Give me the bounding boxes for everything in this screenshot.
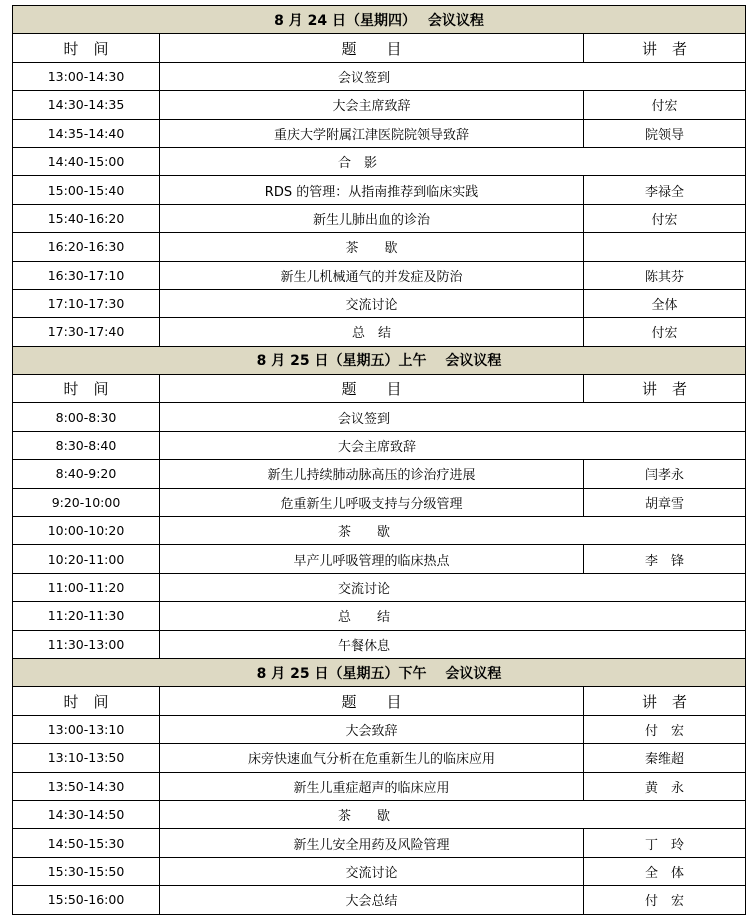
speaker-cell: 院领导: [584, 119, 746, 147]
time-cell: 13:50-14:30: [13, 772, 160, 800]
agenda-row: [13, 488, 746, 516]
agenda-row: [13, 573, 746, 601]
topic-cell: 新生儿机械通气的并发症及防治: [160, 261, 584, 289]
topic-cell: 午餐休息: [160, 630, 746, 658]
agenda-row: [13, 630, 746, 658]
speaker-cell: 付宏: [584, 204, 746, 232]
topic-cell: 新生儿肺出血的诊治: [160, 204, 584, 232]
topic-cell: 新生儿持续肺动脉高压的诊治疗进展: [160, 460, 584, 488]
speaker-cell: 付宏: [584, 91, 746, 119]
agenda-row: [13, 886, 746, 914]
speaker-cell: 黄 永: [584, 772, 746, 800]
speaker-cell: 胡章雪: [584, 488, 746, 516]
time-cell: 13:00-13:10: [13, 715, 160, 743]
column-header-row: [13, 687, 746, 715]
agenda-row: [13, 176, 746, 204]
session-title-row: [13, 6, 746, 34]
topic-cell: 大会致辞: [160, 715, 584, 743]
header-speaker: 讲 者: [584, 375, 746, 403]
topic-cell: 新生儿重症超声的临床应用: [160, 772, 584, 800]
agenda-body: [13, 6, 746, 915]
time-cell: 11:30-13:00: [13, 630, 160, 658]
agenda-row: [13, 545, 746, 573]
speaker-cell: 全体: [584, 289, 746, 317]
header-time: 时 间: [13, 687, 160, 715]
time-cell: 8:40-9:20: [13, 460, 160, 488]
speaker-cell: 李 锋: [584, 545, 746, 573]
agenda-row: [13, 602, 746, 630]
agenda-row: [13, 261, 746, 289]
agenda-row: [13, 800, 746, 828]
time-cell: 16:20-16:30: [13, 233, 160, 261]
time-cell: 13:00-14:30: [13, 62, 160, 90]
time-cell: 17:30-17:40: [13, 318, 160, 346]
speaker-cell: 付 宏: [584, 886, 746, 914]
agenda-row: [13, 403, 746, 431]
column-header-row: [13, 34, 746, 62]
time-cell: 11:00-11:20: [13, 573, 160, 601]
time-cell: 14:50-15:30: [13, 829, 160, 857]
speaker-cell: 秦维超: [584, 744, 746, 772]
agenda-row: [13, 772, 746, 800]
agenda-row: [13, 715, 746, 743]
agenda-row: [13, 517, 746, 545]
agenda-row: [13, 147, 746, 175]
header-topic: 题 目: [160, 34, 584, 62]
topic-cell: RDS 的管理：从指南推荐到临床实践: [160, 176, 584, 204]
speaker-cell: 陈其芬: [584, 261, 746, 289]
time-cell: 8:00-8:30: [13, 403, 160, 431]
time-cell: 11:20-11:30: [13, 602, 160, 630]
speaker-cell: 丁 玲: [584, 829, 746, 857]
column-header-row: [13, 375, 746, 403]
topic-cell: 会议签到: [160, 403, 746, 431]
agenda-row: [13, 744, 746, 772]
time-cell: 15:50-16:00: [13, 886, 160, 914]
header-time: 时 间: [13, 375, 160, 403]
agenda-row: [13, 431, 746, 459]
topic-cell: 茶 歇: [160, 800, 746, 828]
speaker-cell: 李禄全: [584, 176, 746, 204]
time-cell: 14:40-15:00: [13, 147, 160, 175]
session-title: 8 月 25 日（星期五）上午 会议议程: [13, 346, 746, 374]
speaker-cell: 付宏: [584, 318, 746, 346]
header-topic: 题 目: [160, 375, 584, 403]
topic-cell: 重庆大学附属江津医院院领导致辞: [160, 119, 584, 147]
session-title: 8 月 25 日（星期五）下午 会议议程: [13, 658, 746, 686]
topic-cell: 大会主席致辞: [160, 431, 746, 459]
session-title-row: [13, 346, 746, 374]
topic-cell: 茶 歇: [160, 233, 584, 261]
header-topic: 题 目: [160, 687, 584, 715]
agenda-row: [13, 62, 746, 90]
topic-cell: 会议签到: [160, 62, 746, 90]
time-cell: 16:30-17:10: [13, 261, 160, 289]
agenda-document: [12, 5, 745, 915]
time-cell: 15:00-15:40: [13, 176, 160, 204]
time-cell: 14:30-14:35: [13, 91, 160, 119]
topic-cell: 总 结: [160, 602, 746, 630]
session-title-row: [13, 658, 746, 686]
topic-cell: 大会总结: [160, 886, 584, 914]
time-cell: 8:30-8:40: [13, 431, 160, 459]
agenda-table: [12, 5, 746, 915]
agenda-row: [13, 204, 746, 232]
agenda-row: [13, 460, 746, 488]
topic-cell: 早产儿呼吸管理的临床热点: [160, 545, 584, 573]
topic-cell: 床旁快速血气分析在危重新生儿的临床应用: [160, 744, 584, 772]
topic-cell: 总 结: [160, 318, 584, 346]
speaker-cell: [584, 233, 746, 261]
time-cell: 9:20-10:00: [13, 488, 160, 516]
time-cell: 10:20-11:00: [13, 545, 160, 573]
session-title: 8 月 24 日（星期四） 会议议程: [13, 6, 746, 34]
time-cell: 10:00-10:20: [13, 517, 160, 545]
speaker-cell: 全 体: [584, 857, 746, 885]
topic-cell: 茶 歇: [160, 517, 746, 545]
time-cell: 17:10-17:30: [13, 289, 160, 317]
topic-cell: 新生儿安全用药及风险管理: [160, 829, 584, 857]
time-cell: 14:30-14:50: [13, 800, 160, 828]
agenda-row: [13, 289, 746, 317]
agenda-row: [13, 318, 746, 346]
agenda-row: [13, 119, 746, 147]
agenda-row: [13, 857, 746, 885]
time-cell: 14:35-14:40: [13, 119, 160, 147]
topic-cell: 交流讨论: [160, 289, 584, 317]
time-cell: 13:10-13:50: [13, 744, 160, 772]
header-time: 时 间: [13, 34, 160, 62]
topic-cell: 合 影: [160, 147, 746, 175]
topic-cell: 交流讨论: [160, 857, 584, 885]
agenda-row: [13, 91, 746, 119]
speaker-cell: 付 宏: [584, 715, 746, 743]
topic-cell: 危重新生儿呼吸支持与分级管理: [160, 488, 584, 516]
speaker-cell: 闫孝永: [584, 460, 746, 488]
time-cell: 15:40-16:20: [13, 204, 160, 232]
agenda-row: [13, 829, 746, 857]
header-speaker: 讲 者: [584, 687, 746, 715]
topic-cell: 大会主席致辞: [160, 91, 584, 119]
time-cell: 15:30-15:50: [13, 857, 160, 885]
topic-cell: 交流讨论: [160, 573, 746, 601]
agenda-row: [13, 233, 746, 261]
header-speaker: 讲 者: [584, 34, 746, 62]
